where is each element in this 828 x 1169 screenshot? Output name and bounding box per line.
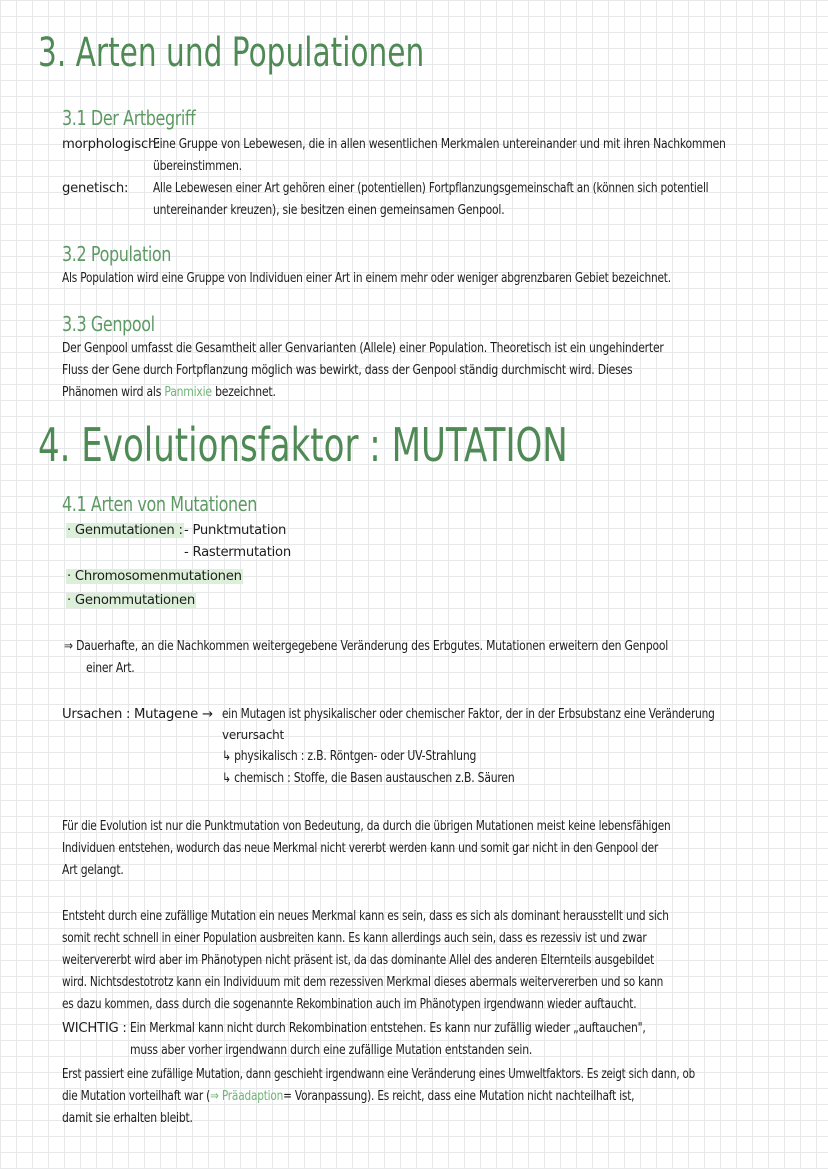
conclusion-line1: ⇒ Dauerhafte, an die Nachkommen weitergegebene Veränderung des Erbgutes. Mutationen erweitern den Genpool bbox=[64, 639, 669, 654]
population-definition: Als Population wird eine Gruppe von Individuen einer Art in einem mehr oder weniger abgrenzbaren Gebiet bezeichnet. bbox=[62, 271, 671, 286]
genpool-line2: Fluss der Gene durch Fortpflanzung möglich was bewirkt, dass der Genpool ständig durchmischt wird. Dieses bbox=[62, 363, 633, 378]
genommutationen-label: · Genommutationen bbox=[67, 593, 195, 608]
section-3-title: 3. Arten und Populationen bbox=[38, 30, 425, 76]
paragraph3-line1: Erst passiert eine zufällige Mutation, dann geschieht irgendwann eine Veränderung eines Umweltfaktors. Es zeigt sich dann, ob bbox=[62, 1067, 695, 1082]
paragraph1-line3: Art gelangt. bbox=[62, 863, 124, 878]
genmutationen-label: · Genmutationen : bbox=[67, 523, 183, 538]
section-3-1-title: 3.1 Der Artbegriff bbox=[62, 106, 196, 130]
paragraph3-line2-post: = Voranpassung). Es reicht, dass eine Mutation nicht nachteilhaft ist, bbox=[283, 1089, 635, 1104]
morphological-definition-line1: Eine Gruppe von Lebewesen, die in allen wesentlichen Merkmalen untereinander und mit ihren Nachkommen bbox=[153, 137, 726, 152]
section-4-1-title: 4.1 Arten von Mutationen bbox=[62, 492, 257, 516]
section-4-title: 4. Evolutionsfaktor : MUTATION bbox=[38, 418, 568, 472]
section-3-2-title: 3.2 Population bbox=[62, 242, 171, 266]
chromosomenmutationen-label: · Chromosomenmutationen bbox=[67, 569, 242, 584]
conclusion-line2: einer Art. bbox=[86, 661, 135, 676]
paragraph1-line1: Für die Evolution ist nur die Punktmutation von Bedeutung, da durch die übrigen Mutationen meist keine lebensfähigen bbox=[62, 819, 671, 834]
sub-rastermutation: - Rastermutation bbox=[184, 545, 291, 560]
paragraph2-line3: weitervererbt wird aber im Phänotypen nicht präsent ist, da das dominante Allel des anderen Elternteils ausgebildet bbox=[62, 953, 655, 968]
paragraph1-line2: Individuen entstehen, wodurch das neue Merkmal nicht vererbt werden kann und somit gar nicht in den Genpool der bbox=[62, 841, 659, 856]
genetic-definition-line2: untereinander kreuzen), sie besitzen einen gemeinsamen Genpool. bbox=[153, 203, 505, 218]
sub-punktmutation: - Punktmutation bbox=[184, 523, 287, 538]
morphological-label: morphologisch: bbox=[62, 137, 161, 152]
mutagene-label: Mutagene → bbox=[134, 707, 213, 722]
paragraph2-line2: somit recht schnell in einer Population ausbreiten kann. Es kann allerdings auch sein, dass es rezessiv ist und zwar bbox=[62, 931, 647, 946]
paragraph2-line5: es dazu kommen, dass durch die sogenannte Rekombination auch im Phänotypen irgendwann wieder auftaucht. bbox=[62, 997, 637, 1012]
bullet-chromosomenmutationen bbox=[66, 566, 243, 588]
praeadaption-term: ⇒ Präadaption bbox=[210, 1089, 284, 1104]
bullet-genmutationen bbox=[66, 520, 184, 542]
genpool-line3-pre: Phänomen wird als bbox=[62, 385, 162, 400]
paragraph3-line2 bbox=[62, 1086, 634, 1108]
paragraph2-line1: Entsteht durch eine zufällige Mutation ein neues Merkmal kann es sein, dass es sich als dominant herausstellt und sich bbox=[62, 909, 669, 924]
morphological-definition-line2: übereinstimmen. bbox=[153, 159, 242, 174]
paragraph3-line2-pre: die Mutation vorteilhaft war ( bbox=[62, 1089, 211, 1104]
genpool-line3 bbox=[62, 382, 276, 404]
paragraph3-line3: damit sie erhalten bleibt. bbox=[62, 1111, 193, 1126]
ursachen-label: Ursachen : bbox=[62, 707, 131, 722]
mutagen-definition-line2: verursacht bbox=[222, 728, 284, 742]
wichtig-label: WICHTIG : bbox=[62, 1021, 127, 1036]
section-3-3-title: 3.3 Genpool bbox=[62, 312, 155, 336]
mutagen-definition-line1: ein Mutagen ist physikalischer oder chemischer Faktor, der in der Erbsubstanz eine Veränderung bbox=[222, 707, 715, 722]
wichtig-line1: Ein Merkmal kann nicht durch Rekombination entstehen. Es kann nur zufällig wieder „auftauchen", bbox=[130, 1021, 646, 1036]
wichtig-line2: muss aber vorher irgendwann durch eine zufällige Mutation entstanden sein. bbox=[130, 1043, 533, 1058]
genetic-definition-line1: Alle Lebewesen einer Art gehören einer (potentiellen) Fortpflanzungsgemeinschaft an (können sich potentiell bbox=[153, 181, 709, 196]
chemisch-line: ↳ chemisch : Stoffe, die Basen austauschen z.B. Säuren bbox=[222, 771, 515, 786]
panmixie-term: Panmixie bbox=[164, 385, 212, 400]
paragraph2-line4: wird. Nichtsdestotrotz kann ein Individuum mit dem rezessiven Merkmal dieses abermals weitervererben und so kann bbox=[62, 975, 664, 990]
genpool-line1: Der Genpool umfasst die Gesamtheit aller Genvarianten (Allele) einer Population. Theoretisch ist ein ungehinderter bbox=[62, 341, 664, 356]
bullet-genommutationen bbox=[66, 590, 196, 612]
genetic-label: genetisch: bbox=[62, 181, 129, 196]
genpool-line3-post: bezeichnet. bbox=[215, 385, 276, 400]
physikalisch-line: ↳ physikalisch : z.B. Röntgen- oder UV-Strahlung bbox=[222, 749, 477, 764]
